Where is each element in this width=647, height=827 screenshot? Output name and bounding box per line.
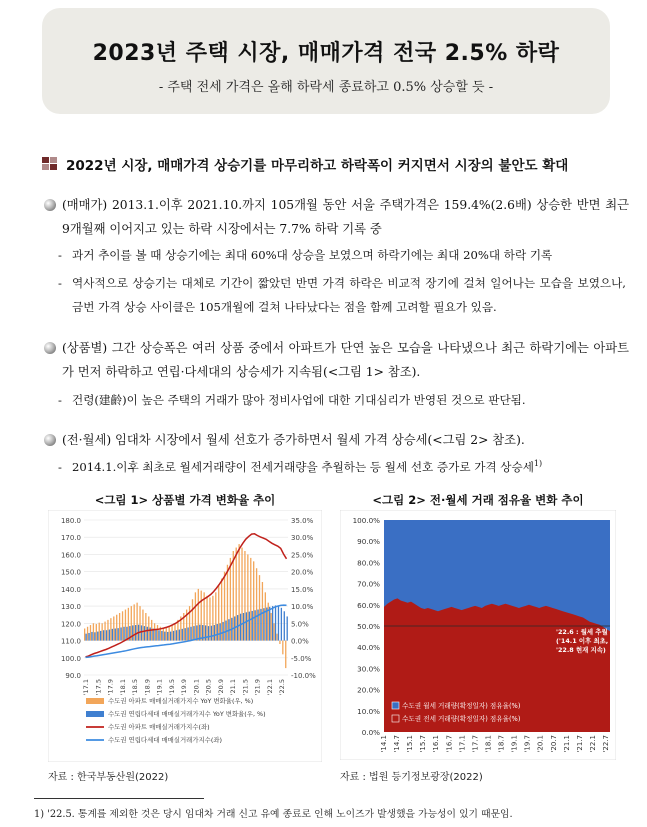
bar	[128, 608, 129, 641]
bullet-sphere-icon	[44, 199, 56, 211]
legend-label: 수도권 전세 거래량(확정일자) 점유율(%)	[402, 715, 521, 723]
bar	[259, 575, 260, 640]
bar	[141, 625, 142, 640]
bar	[254, 610, 255, 640]
bar	[212, 596, 213, 641]
x-tick-label: '14.7	[393, 735, 402, 753]
y-left-tick-label: 90.0	[65, 672, 81, 680]
bar	[101, 623, 102, 640]
bar	[115, 629, 116, 641]
y-right-tick-label: 15.0%	[291, 585, 314, 594]
bar	[284, 611, 285, 640]
bar	[91, 632, 92, 641]
bar	[275, 605, 276, 640]
bar	[94, 632, 95, 640]
bar	[206, 596, 207, 641]
bar	[271, 613, 272, 641]
y-right-tick-label: 35.0%	[291, 517, 314, 525]
bar	[164, 632, 165, 641]
y-left-tick-label: 140.0	[60, 585, 81, 594]
bar	[209, 598, 210, 641]
y-tick-label: 10.0%	[357, 706, 380, 716]
bullet-sphere-icon	[44, 434, 56, 446]
bar	[169, 626, 170, 640]
x-tick-label: '18.7	[497, 735, 506, 753]
y-right-tick-label: 25.0%	[291, 551, 314, 560]
y-tick-label: 80.0%	[357, 558, 380, 568]
bar	[88, 633, 89, 641]
bar	[170, 632, 171, 641]
legend-label: 수도권 연립다세대 매매실거래가지수 YoY 변화율(우, %)	[108, 710, 266, 718]
x-tick-label: '20.5	[204, 679, 213, 696]
bar	[119, 613, 120, 641]
figure-2-caption: <그림 2> 전·월세 거래 점유율 변화 추이	[372, 493, 584, 507]
figure-1-source: 자료 : 한국부동산원(2022)	[48, 772, 169, 783]
bar	[257, 610, 258, 641]
y-tick-label: 40.0%	[357, 643, 380, 653]
x-tick-label: '21.1	[562, 735, 571, 753]
bar	[166, 627, 167, 640]
bar	[104, 622, 105, 641]
x-tick-label: '15.7	[419, 735, 428, 753]
x-tick-label: '19.1	[510, 735, 519, 753]
bar	[256, 568, 257, 640]
x-tick-label: '22.5	[278, 679, 286, 696]
chart-product-price-change	[48, 510, 322, 762]
x-tick-label: '18.9	[143, 679, 152, 696]
x-tick-label: '22.1	[265, 679, 274, 696]
x-tick-label: '22.1	[588, 735, 597, 753]
dash-mark: -	[58, 248, 62, 262]
bar	[268, 603, 269, 641]
sub-item-text	[72, 455, 626, 479]
legend-swatch	[392, 715, 399, 722]
bar	[214, 625, 215, 641]
bar	[230, 558, 231, 641]
y-tick-label: 70.0%	[357, 579, 380, 589]
sub-item-text: 건령(建齡)이 높은 주택의 거래가 많아 정비사업에 대한 기대심리가 반영된 것으로 판단됨.	[72, 393, 526, 407]
y-tick-label: 20.0%	[357, 685, 380, 695]
bar	[217, 624, 218, 641]
legend-label: 수도권 아파트 매매실거래가지수 YoY 변화율(우, %)	[108, 697, 254, 705]
y-tick-label: 50.0%	[357, 622, 380, 631]
bar	[285, 641, 286, 669]
bar	[100, 631, 101, 641]
bar	[97, 632, 98, 641]
y-tick-label: 0.0%	[361, 728, 380, 737]
x-tick-label: '17.7	[471, 735, 480, 753]
bar	[233, 551, 234, 641]
section-square-icon	[42, 157, 58, 171]
bar	[201, 591, 202, 641]
bar	[85, 634, 86, 641]
bar	[99, 623, 100, 641]
page-title: 2023년 주택 시장, 매매가격 전국 2.5% 하락	[92, 41, 560, 66]
bar	[87, 627, 88, 641]
bar	[249, 612, 250, 641]
bar	[182, 629, 183, 641]
figure-1-caption: <그림 1> 상품별 가격 변화율 추이	[94, 493, 276, 507]
bar	[222, 622, 223, 641]
x-tick-label: '18.5	[131, 679, 139, 696]
x-tick-label: '17.5	[94, 679, 103, 696]
bar	[227, 565, 228, 641]
bar	[224, 572, 225, 641]
bar	[113, 616, 114, 640]
x-tick-label: '20.1	[192, 679, 201, 696]
y-tick-label: 60.0%	[357, 600, 380, 610]
y-right-tick-label: -10.0%	[291, 672, 316, 680]
x-tick-label: '14.1	[380, 735, 388, 753]
bar	[107, 620, 108, 641]
legend-swatch	[392, 702, 399, 709]
x-tick-label: '21.1	[229, 679, 237, 696]
bar	[112, 629, 113, 641]
bar	[122, 611, 123, 640]
x-tick-label: '15.1	[406, 735, 415, 753]
y-left-tick-label: 180.0	[60, 517, 81, 525]
bar	[243, 613, 244, 641]
bar	[90, 625, 91, 641]
bar	[155, 630, 156, 641]
bar	[220, 623, 221, 640]
y-right-tick-label: 30.0%	[291, 534, 314, 543]
section-title: 2022년 시장, 매매가격 상승기를 마무리하고 하락폭이 커지면서 시장의 불안도 확대	[66, 158, 569, 174]
bar	[106, 630, 107, 640]
dash-mark: -	[58, 460, 62, 474]
x-tick-label: '17.1	[82, 679, 90, 696]
y-right-tick-label: -5.0%	[291, 654, 312, 663]
bar	[96, 624, 97, 641]
bar	[282, 641, 283, 655]
x-tick-label: '18.1	[118, 679, 127, 696]
y-right-tick-label: 0.0%	[291, 637, 309, 646]
bar	[247, 554, 248, 640]
x-tick-label: '22.7	[602, 735, 610, 753]
bar	[211, 626, 212, 641]
bar	[192, 599, 193, 640]
x-tick-label: '19.9	[180, 679, 188, 696]
x-tick-label: '18.1	[484, 735, 493, 753]
legend-label: 수도권 월세 거래량(확정일자) 점유율(%)	[402, 702, 521, 710]
bullet-sphere-icon	[44, 342, 56, 354]
x-tick-label: '20.9	[216, 679, 225, 696]
bar	[253, 561, 254, 640]
bar	[173, 631, 174, 641]
bar	[208, 626, 209, 640]
bar	[157, 625, 158, 641]
bar	[273, 623, 274, 640]
x-tick-label: '19.7	[523, 735, 532, 753]
figure-2-source: 자료 : 법원 등기정보광장(2022)	[340, 772, 483, 783]
bar	[185, 628, 186, 640]
bar	[269, 607, 270, 641]
y-left-tick-label: 120.0	[60, 620, 81, 629]
bar	[139, 606, 140, 640]
bar	[195, 592, 196, 640]
dash-mark: -	[58, 393, 62, 407]
section-heading	[42, 154, 622, 174]
bar	[276, 634, 277, 641]
bar	[190, 627, 191, 641]
bar	[266, 607, 267, 640]
bar	[109, 630, 110, 641]
y-tick-label: 100.0%	[352, 516, 380, 525]
x-tick-label: '21.7	[575, 735, 584, 753]
x-tick-label: '16.1	[432, 735, 441, 753]
bar	[287, 616, 288, 640]
bar	[161, 631, 162, 641]
footnote-ref: 1)	[533, 459, 543, 469]
bar	[136, 603, 137, 641]
bar	[171, 625, 172, 641]
legend-label: 수도권 연립다세대 매매실거래가지수(좌)	[108, 736, 222, 744]
page-subtitle: - 주택 전세 가격은 올해 하락세 종료하고 0.5% 상승할 듯 -	[158, 80, 494, 95]
bar	[120, 627, 121, 640]
y-right-tick-label: 10.0%	[291, 603, 314, 612]
bar	[215, 592, 216, 640]
bar	[148, 616, 149, 640]
title-box	[42, 8, 610, 114]
bar	[110, 618, 111, 640]
bar	[241, 548, 242, 641]
bar	[176, 630, 177, 640]
y-right-tick-label: 5.0%	[291, 620, 309, 629]
y-right-tick-label: 20.0%	[291, 568, 314, 577]
x-tick-label: '20.1	[536, 735, 545, 753]
bullet-sales-price	[44, 193, 629, 241]
x-tick-label: '17.1	[458, 735, 467, 753]
y-left-tick-label: 150.0	[60, 568, 81, 577]
legend-swatch	[86, 711, 104, 717]
bar	[281, 608, 282, 641]
y-left-tick-label: 130.0	[60, 603, 81, 612]
bullet-product-type	[44, 336, 629, 384]
y-left-tick-label: 110.0	[60, 637, 81, 646]
sub-item	[58, 243, 626, 267]
y-tick-label: 30.0%	[357, 664, 380, 674]
y-left-tick-label: 100.0	[60, 654, 81, 663]
footnote-divider	[34, 798, 204, 799]
bar	[279, 641, 280, 644]
bar	[278, 606, 279, 640]
bar	[193, 626, 194, 640]
bar	[84, 629, 85, 641]
bar	[118, 628, 119, 640]
bar	[179, 630, 180, 641]
chart-rent-share	[340, 510, 616, 760]
sub-item	[58, 271, 626, 319]
footnote: 1) '22.5. 통계를 제외한 것은 당시 임대차 거래 신고 유예 종료로 인해 노이즈가 발생했을 가능성이 있기 때문임.	[34, 809, 513, 820]
sub-item-text-body: 2014.1.이후 최초로 월세거래량이 전세거래량을 추월하는 등 월세 선호 증가로 가격 상승세	[72, 460, 534, 474]
bar	[240, 614, 241, 641]
bar	[135, 625, 136, 641]
sub-item	[58, 455, 626, 479]
bar	[116, 615, 117, 641]
x-tick-label: '17.9	[106, 679, 115, 696]
bar	[198, 589, 199, 641]
bullet-text: (상품별) 그간 상승폭은 여러 상품 중에서 아파트가 단연 높은 모습을 나타냈으나 최근 하락기에는 아파트가 먼저 하락하고 연립·다세대의 상승세가 지속됨(<그림 1> 참조).	[62, 341, 629, 379]
bullet-rental	[44, 428, 629, 452]
sub-item	[58, 388, 626, 412]
bar	[158, 630, 159, 640]
y-left-tick-label: 170.0	[60, 534, 81, 543]
annotation-line: '22.6 : 월세 추월	[556, 628, 608, 636]
y-tick-label: 90.0%	[357, 537, 380, 547]
legend-label: 수도권 아파트 매매실거래가지수(좌)	[108, 723, 210, 731]
bar	[167, 632, 168, 641]
bar	[147, 627, 148, 641]
bar	[252, 611, 253, 641]
x-tick-label: '19.5	[167, 679, 176, 696]
x-tick-label: '19.1	[155, 679, 164, 696]
bar	[262, 582, 263, 641]
x-tick-label: '20.7	[549, 735, 558, 753]
bullet-text: (전·월세) 임대차 시장에서 월세 선호가 증가하면서 월세 가격 상승세(<그림 2> 참조).	[62, 433, 525, 447]
legend-swatch	[86, 698, 104, 704]
sub-item-text: 과거 추이를 볼 때 상승기에는 최대 60%대 상승을 보였으며 하락기에는 최대 20%대 하락 기록	[72, 248, 553, 262]
bar	[123, 627, 124, 641]
bar	[103, 630, 104, 640]
dash-mark: -	[58, 276, 62, 290]
bar	[174, 623, 175, 640]
bar	[145, 613, 146, 641]
y-left-tick-label: 160.0	[60, 551, 81, 560]
bar	[93, 623, 94, 640]
bar	[142, 610, 143, 641]
sub-item-text: 역사적으로 상승기는 대체로 기간이 짧았던 반면 가격 하락은 비교적 장기에 걸쳐 일어나는 모습을 보였으나, 금번 가격 상승 사이클은 105개월에 걸쳐 나타났다는 점을 함께 고려할 필요가 있음.	[72, 276, 626, 314]
bar	[244, 551, 245, 641]
bar	[132, 625, 133, 640]
annotation-line: ('14.1 이후 최초,	[556, 637, 609, 645]
bar	[154, 623, 155, 640]
bar	[125, 610, 126, 641]
bar	[237, 615, 238, 640]
bar	[246, 612, 247, 640]
x-tick-label: '21.9	[253, 679, 262, 696]
bar	[144, 626, 145, 640]
x-tick-label: '21.5	[241, 679, 250, 696]
bar	[218, 585, 219, 640]
bar	[265, 592, 266, 640]
bullet-text: (매매가) 2013.1.이후 2021.10.까지 105개월 동안 서울 주택가격은 159.4%(2.6배) 상승한 반면 최근 9개월째 이어지고 있는 하락 시장에서는 7.7% 하락 기록 중	[62, 198, 629, 236]
bar	[221, 579, 222, 641]
bar	[187, 627, 188, 640]
annotation-line: '22.8 현재 지속)	[556, 646, 606, 654]
x-tick-label: '16.7	[445, 735, 454, 753]
bar	[163, 629, 164, 641]
bar	[272, 606, 273, 640]
bar	[250, 558, 251, 641]
bar	[205, 625, 206, 640]
bar	[131, 606, 132, 640]
